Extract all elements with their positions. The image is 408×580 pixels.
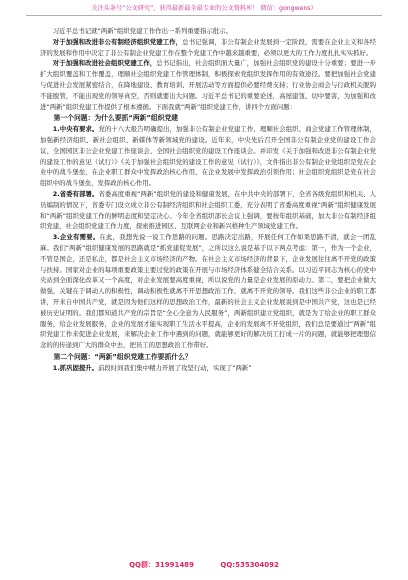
document-body [40, 26, 376, 374]
q1-point-1 [40, 124, 376, 189]
header-banner: 关注头条号“公文研究”，获得最新最全最专业的公文资料库！ 微信：gongwens） [91, 5, 317, 12]
q1-point-2-text: 省委高度重视“两新”组织党的建设和健康发展，在中共中央的部署下，全省各级党组织和机关、人员编制的情况下，省委专门设立成立非公有制经济组织和社会组织工委，充分表明了省委高度重视“两新”组织健康发展和“两新”组织党建工作的鲜明态度和坚定决心。今年全省组织部长会议上强调，要按年组织基础，加大非公有制经济组织党建，社会组织党建工作力度，探索推进园区、互联网企业和新兴格种生产领域党建工作。 [40, 189, 377, 231]
q1-point-3-lead: 3.企业有需要。 [52, 233, 100, 242]
section-heading-q2: 第二个问题：“两新”组织党建工作要抓什么？ [53, 352, 192, 361]
q2-point-1-lead: 1.抓巩固提升。 [52, 363, 99, 372]
nonpublic-lead: 对于加强和改进非公有制经济组织党建工作， [52, 37, 183, 46]
q2-point-1-text: 前段时间我们集中精力开展了攻坚行动，实现了“两新” [98, 363, 252, 372]
nonpublic-text: 总书记强调，非公有制企业发展到一定阶段，需要在企业主义和各经济的发展和作用中决定了非公有制企业党建工作在整个党建工作中越来越重要，必须以更大的工作力度扎扎实实抓好。 [40, 37, 376, 57]
q1-point-3-text: 在此，我想先说一说工作思路的问题。思路决定出路，开展任何工作如果思路不清，就会一团乱麻。我们“两新”组织健康发展的思路就是“抓党建促发展”，之所以这么说是基于以下两点考虑：第一，作为一个企业，不管是国企，还是私企，都是社会主义市场经济的产物。在社会主义市场经济的背景下，企业发展往往离不开党的政策与扶持。国家对企业的每项重要政策主要过党的政策在开展与市场经济体系健全结合关系。以习近平同志为核心的党中央站到全面深化改革又一个高度，对企业发展要高度重视，所以说党的力量是企业发展的原动力。第二，要把企业做大做强，关键在于调动人的积极性，调动积极性就离不开思想政治工作，就离不开党的领导。我们这些非公企业的职工都讲，开来自中国共产党，就是因为他们这样的思想政治工作，最新的社会主义企业发展说到是中国共产党，这也是已经被历史证明的。我们都知道共产党的宗旨是“全心全意为人民服务”，两新组织建立党组织，就是为了给企业的职工群众服务，给企业发展服务，企业的发展才能实现职工生活水平提高，企业的发展离不开党组织，我们总是要通过“两新”组织党建工作来促进企业发展，来解决企业工作中遇到的问题，就能够更好的解决员工打成一片的问题，就能够把理想信念的的传递到广大的群众中去，把员工的思想政治工作带好。 [40, 233, 377, 350]
q1-point-3 [40, 232, 376, 351]
q1-point-2-lead: 2.省委有部署。 [52, 189, 99, 198]
q1-point-2 [40, 189, 376, 232]
intro-text: 习近平总书记就“两新”组织党建工作作出一系列重要指示批示。 [52, 27, 232, 35]
q2-point-1 [40, 363, 376, 374]
q1-point-1-lead: 1.中央有要求。 [52, 125, 99, 134]
section-heading-q1: 第一个问题：为什么要抓“两新”组织党建 [53, 114, 179, 123]
social-org-text: 总书记指出，社会组织面大量广，加强社会组织党的建设十分重要；要进一步扩大组织覆盖和工作覆盖，理顺社会组织党建工作管理体制，积极探索党组织发挥作用的有效途径。要把加强社会党建与促进社会发展紧密结合，在降地建设、教育培训、开展活动等方面提供必要经费支持；行业协会商会与行政机关脱钩不能脱管，不能出现党的领导真空，否则就要出大问题。习近平总书记的重要论述，高屋建瓴、切中要害，为加强和改进“两新”组织党建工作提供了根本遵循。下面我就“两新”组织党建工作，讲四个方面问题： [40, 59, 377, 111]
header-divider [26, 15, 382, 16]
nonpublic-party-paragraph [40, 37, 376, 59]
footer-qq-group: QQ群：31991489 [129, 561, 194, 569]
q1-point-1-text: 党的十八大报告明确提出，加强非公有制企业党建工作，理顺社会组织、商会党建工作管理体制，加强新经济组织、新社会组织、新媒体等新领域党的建设。近年来，中央先后召开全国非公有制企业党的建设工作会议、全国园区非公企业党建工作座谈会、全国社会组织党的建设工作座谈会。并印发《关于加强和改进非公有制企业党的建设工作的意见（试行）》《关于加强社会组织党的建设工作的意见（试行）》，文件指出非公有制企业党组织是党在企业中的战斗堡垒，在企业职工群众中发挥政治核心作用，在企业发展中发挥政治引领作用；社会组织党组织是党在社会组织中的战斗堡垒，发挥政治核心作用。 [40, 125, 377, 188]
footer-qq-contact: QQ:535304092 [220, 561, 279, 569]
footer-contact [0, 560, 408, 570]
intro-paragraph [40, 26, 376, 37]
social-org-paragraph [40, 58, 376, 112]
social-org-lead: 对于加强和改进社会组织党建工作， [52, 59, 157, 68]
